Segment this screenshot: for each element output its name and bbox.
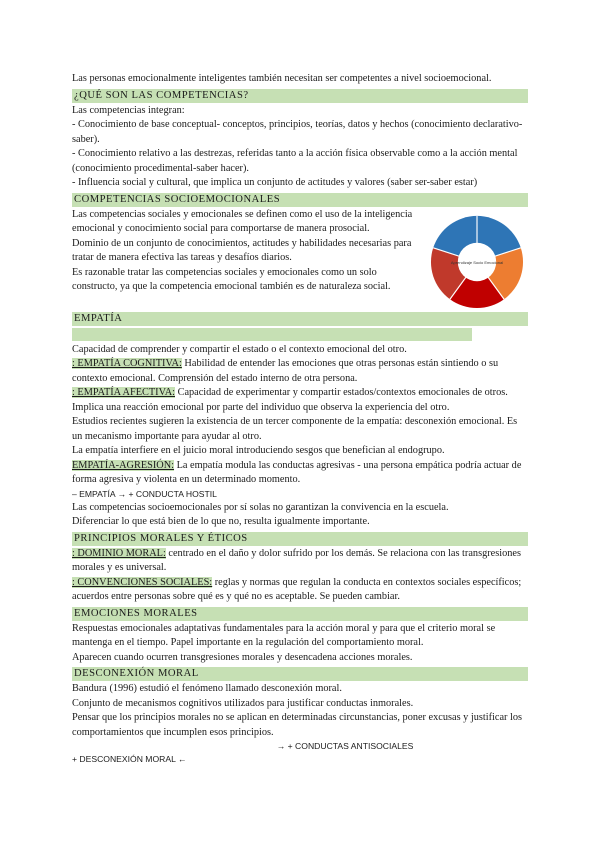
highlight-band <box>72 328 472 341</box>
socioemocional-text <box>72 208 417 310</box>
term-convenciones-sociales: : CONVENCIONES SOCIALES: <box>72 576 213 588</box>
sel-wheel-diagram <box>429 214 525 310</box>
section-header-principios: PRINCIPIOS MORALES Y ÉTICOS <box>72 532 528 546</box>
paragraph: Diferenciar lo que está bien de lo que no, resulta igualmente importante. <box>72 516 370 527</box>
paragraph: Las competencias sociales y emocionales se definen como el uso de la inteligencia emocional y conocimiento social para comportarse de manera prosocial. <box>72 208 413 234</box>
paragraph: Dominio de un conjunto de conocimientos, actitudes y habilidades necesarias para tratar de manera efectiva las tareas y desafíos diarios. <box>72 237 412 263</box>
formula-antisociales: → + CONDUCTAS ANTISOCIALES <box>276 741 414 751</box>
term-definition: Capacidad de experimentar y compartir estados/contextos emocionales de otros. Implica una reacción emocional por parte del individuo que observa la experiencia del otro. <box>72 387 508 413</box>
paragraph: Estudios recientes sugieren la existencia de un tercer componente de la empatía: desconexión emocional. Es un mecanismo importante para ayudar al otro. <box>72 416 518 442</box>
section-header-competencias: ¿QUÉ SON LAS COMPETENCIAS? <box>72 89 528 103</box>
section-header-desconexion: DESCONEXIÓN MORAL <box>72 667 528 681</box>
paragraph: Capacidad de comprender y compartir el estado o el contexto emocional del otro. <box>72 343 407 355</box>
paragraph: Aparecen cuando ocurren transgresiones morales y desencadena acciones morales. <box>72 651 413 663</box>
paragraph <box>72 576 528 605</box>
socioemocional-block <box>72 208 528 310</box>
paragraph <box>72 459 528 488</box>
document-page <box>72 72 528 766</box>
paragraph: Bandura (1996) estudió el fenómeno llamado desconexión moral. <box>72 683 342 694</box>
paragraph: Pensar que los principios morales no se aplican en determinadas circunstancias, poner excusas y justificar los comportamientos que incumplen esos principios. <box>72 712 523 738</box>
section-header-emociones-morales: EMOCIONES MORALES <box>72 607 528 621</box>
term-empatia-agresion: EMPATÍA-AGRESIÓN: <box>72 459 175 471</box>
paragraph: - Conocimiento relativo a las destrezas, referidas tanto a la acción física observable como a la acción mental (conocimiento procedimental-saber hacer). <box>72 148 518 174</box>
paragraph: Conjunto de mecanismos cognitivos utilizados para justificar conductas inmorales. <box>72 697 414 709</box>
paragraph: - Conocimiento de base conceptual- conceptos, principios, teorías, datos y hechos (conocimiento declarativo-saber). <box>72 119 523 145</box>
paragraph <box>72 357 528 386</box>
paragraph: - Influencia social y cultural, que implica un conjunto de actitudes y valores (saber ser-saber estar) <box>72 177 478 188</box>
paragraph: Respuestas emocionales adaptativas fundamentales para la acción moral y para que el criterio moral se mantenga en el tiempo. Papel importante en la regulación del comportamiento moral. <box>72 622 496 648</box>
term-definition: La empatía modula las conductas agresivas - una persona empática podría actuar de forma agresiva y violenta en un determinado momento. <box>72 459 522 485</box>
formula-empatia: – EMPATÍA → + CONDUCTA HOSTIL <box>72 488 217 499</box>
term-empatia-afectiva: : EMPATÍA AFECTIVA: <box>72 387 175 398</box>
term-definition: centrado en el daño y dolor sufrido por los demás. Se relaciona con las transgresiones morales y es universal. <box>72 547 521 573</box>
paragraph: Las competencias socioemocionales por sí solas no garantizan la convivencia en la escuela. <box>72 501 449 513</box>
term-definition: reglas y normas que regulan la conducta en contextos sociales específicos; acuerdos entre personas sobre qué es y qué no es aceptable. Se pueden cambiar. <box>72 576 522 602</box>
section-header-empatia: EMPATÍA <box>72 312 528 326</box>
intro-text: Las personas emocionalmente inteligentes también necesitan ser competentes a nivel socioemocional. <box>72 73 492 84</box>
paragraph <box>72 386 528 415</box>
wheel-center-label: Aprendizaje Socio Emocional <box>450 259 504 265</box>
paragraph: La empatía interfiere en el juicio moral introduciendo sesgos que benefician al endogrupo. <box>72 445 445 456</box>
formula-desconexion: + DESCONEXIÓN MORAL ← <box>72 754 187 764</box>
section-header-socioemocionales: COMPETENCIAS SOCIOEMOCIONALES <box>72 193 528 207</box>
paragraph <box>72 547 528 576</box>
term-definition: Habilidad de entender las emociones que otras personas están sintiendo o su contexto emocional. Comprensión del estado interno de otra persona. <box>72 358 499 384</box>
paragraph: Las competencias integran: <box>72 104 185 116</box>
term-dominio-moral: : DOMINIO MORAL: <box>72 547 166 559</box>
paragraph: Es razonable tratar las competencias sociales y emocionales como un solo constructo, ya que la competencia emocional también es de naturaleza social. <box>72 266 391 292</box>
term-empatia-cognitiva: : EMPATÍA COGNITIVA: <box>72 358 182 369</box>
